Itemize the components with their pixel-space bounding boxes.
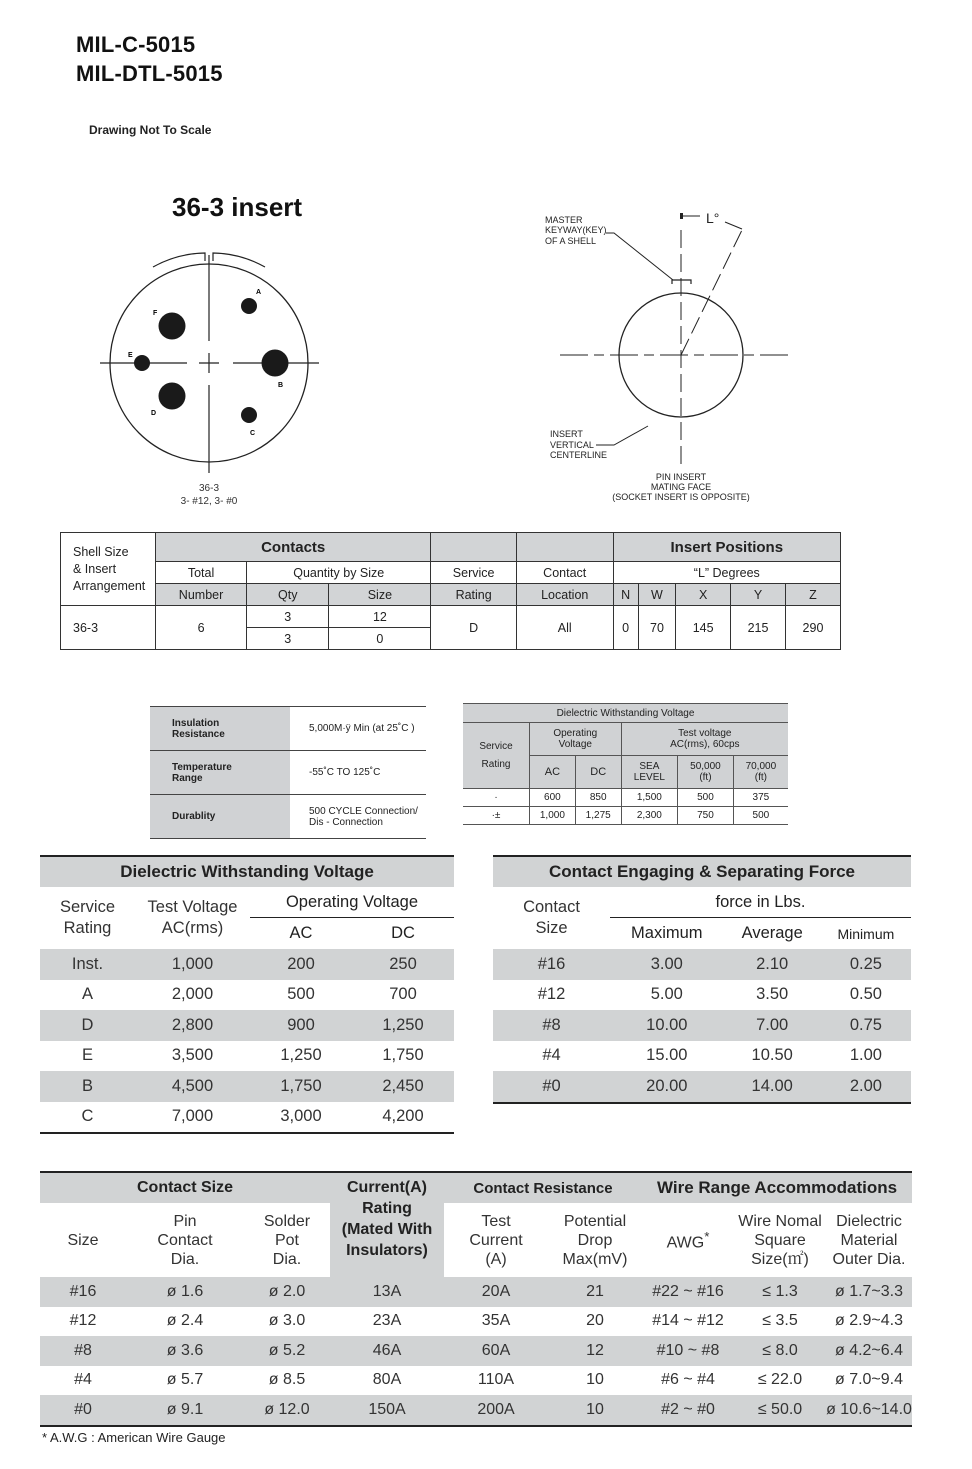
page-title-line2: MIL-DTL-5015 bbox=[76, 61, 223, 86]
table-row: A 2,000 500 700 bbox=[81, 985, 417, 1004]
svg-text:B: B bbox=[278, 382, 284, 389]
svg-text:OF A SHELL: OF A SHELL bbox=[545, 236, 597, 246]
table-row: #0 ø 9.1 ø 12.0 150A 200A 10 #2 ~ #0 ≤ 50.0 ø 10.6~14.0 bbox=[40, 1395, 912, 1426]
table-row: #4 ø 5.7 ø 8.5 80A 110A 10 #6 ~ #4 ≤ 22.0 ø 7.0~9.4 bbox=[74, 1371, 904, 1389]
table-row: B 4,500 1,750 2,450 bbox=[40, 1071, 454, 1102]
svg-text:C: C bbox=[250, 430, 256, 437]
table-row: #16 3.00 2.10 0.25 bbox=[493, 949, 911, 980]
table-row: C 7,000 3,000 4,200 bbox=[81, 1107, 424, 1126]
table-row: · 600 850 1,500 500 375 bbox=[463, 789, 788, 807]
orientation-drawing bbox=[540, 200, 810, 510]
svg-text:VERTICAL: VERTICAL bbox=[550, 440, 594, 450]
contact-c bbox=[241, 407, 257, 423]
dielectric-table: Dielectric Withstanding Voltage Service Rating Test Voltage AC(rms) Operating Voltage AC DC Inst. 1,000 200 250 A 2,000 500 700 D 2,800 900 1,250 E 3,500 1,250 1,750 B 4,500 1,750 2,450 C 7,000 3,000 4,200 bbox=[40, 855, 454, 1134]
drawing-note: Drawing Not To Scale bbox=[89, 123, 212, 137]
table-row: Temperature Range -55˚C TO 125˚C bbox=[150, 751, 426, 795]
contact-size-table: Contact Size Current(A) Rating (Mated With Insulators) Contact Resistance Wire Range Accommodations Size Pin Contact Dia. Solder Pot Dia. Test Current (A) Potential Drop Max(mV) AWG* Wire Nomal Square Size(㎡) Dielectric Material Outer Dia. #16 ø 1.6 ø 2.0 13A 20A 21 #22 ~ #16 ≤ 1.3 ø 1.7~3.3 #12 ø 2.4 ø 3.0 23A 35A 20 #14 ~ #12 ≤ 3.5 ø 2.9~4.3 #8 ø 3.6 ø 5.2 46A 60A 12 #10 ~ #8 ≤ 8.0 ø 4.2~6.4 #4 ø 5.7 ø 8.5 80A 110A 10 #6 ~ #4 ≤ 22.0 ø 7.0~9.4 #0 ø 9.1 ø 12.0 150A 200A 10 #2 ~ #0 ≤ 50.0 ø 10.6~14.0 bbox=[40, 1171, 912, 1427]
force-table: Contact Engaging & Separating Force Contact Size force in Lbs. Maximum Average Minimum #16 3.00 2.10 0.25 #12 5.00 3.50 0.50 #8 10.00 7.00 0.75 #4 15.00 10.50 1.00 #0 20.00 14.00 2.00 bbox=[493, 855, 911, 1104]
table-row: #12 ø 2.4 ø 3.0 23A 35A 20 #14 ~ #12 ≤ 3.5 ø 2.9~4.3 bbox=[69, 1312, 904, 1330]
table-row: #4 15.00 10.50 1.00 bbox=[542, 1046, 882, 1065]
svg-text:KEYWAY(KEY): KEYWAY(KEY) bbox=[545, 225, 607, 235]
table-row: Inst. 1,000 200 250 bbox=[40, 949, 454, 980]
svg-text:A: A bbox=[256, 289, 262, 296]
table-row: D 2,800 900 1,250 bbox=[40, 1010, 454, 1041]
insert-positions-header: Insert Positions bbox=[613, 533, 840, 562]
svg-text:INSERT: INSERT bbox=[550, 429, 583, 439]
contact-f bbox=[159, 313, 186, 340]
contact-b bbox=[262, 350, 289, 377]
small-dielectric-table: Dielectric Withstanding Voltage Service Rating Operating Voltage Test voltage AC(rms), 60cps AC DC SEA LEVEL 50,000 (ft) 70,000 (ft) · 600 850 1,500 500 375 ·± 1,000 1,275 2,300 750 500 bbox=[463, 703, 788, 825]
arrangement-table: Shell Size & Insert Arrangement Contacts Insert Positions Total Quantity by Size Service Contact “L” Degrees Number Qty Size Rating Location N W X Y Z 36-3 6 3 12 D All 0 70 145 215 290 3 0 bbox=[60, 532, 841, 650]
insert-face-drawing bbox=[95, 245, 335, 515]
contact-d bbox=[159, 383, 186, 410]
table-row: #8 10.00 7.00 0.75 bbox=[493, 1010, 911, 1041]
table-row: E 3,500 1,250 1,750 bbox=[81, 1046, 424, 1065]
svg-text:L°: L° bbox=[706, 210, 720, 226]
svg-text:CENTERLINE: CENTERLINE bbox=[550, 450, 608, 460]
table-row: #0 20.00 14.00 2.00 bbox=[493, 1071, 911, 1103]
table-row: ·± 1,000 1,275 2,300 750 500 bbox=[463, 807, 788, 825]
table-row: #8 ø 3.6 ø 5.2 46A 60A 12 #10 ~ #8 ≤ 8.0 ø 4.2~6.4 bbox=[40, 1336, 912, 1366]
svg-text:F: F bbox=[153, 310, 158, 317]
table-row: #16 ø 1.6 ø 2.0 13A 20A 21 #22 ~ #16 ≤ 1.3 ø 1.7~3.3 bbox=[40, 1277, 912, 1307]
svg-text:(SOCKET INSERT IS OPPOSITE): (SOCKET INSERT IS OPPOSITE) bbox=[612, 492, 750, 502]
svg-text:E: E bbox=[128, 352, 133, 359]
contact-a bbox=[241, 298, 257, 314]
svg-text:MATING FACE: MATING FACE bbox=[650, 482, 712, 492]
shell-size-header: Shell Size & Insert Arrangement bbox=[61, 533, 156, 606]
table-row: Durablity 500 CYCLE Connection/ Dis - Connection bbox=[150, 795, 426, 839]
svg-text:3- #12, 3- #0: 3- #12, 3- #0 bbox=[180, 496, 238, 507]
page-title-line1: MIL-C-5015 bbox=[76, 32, 196, 57]
table-row: 36-3 6 3 12 D All 0 70 145 215 290 bbox=[61, 606, 841, 628]
table-row: #12 5.00 3.50 0.50 bbox=[537, 985, 882, 1004]
svg-text:36-3: 36-3 bbox=[198, 483, 220, 494]
spec-table bbox=[150, 706, 426, 839]
table-row: Insulation Resistance 5,000M·ÿ Min (at 25˚C ) bbox=[150, 707, 426, 751]
svg-text:D: D bbox=[151, 410, 157, 417]
svg-text:MASTER: MASTER bbox=[545, 215, 583, 225]
contacts-header: Contacts bbox=[156, 533, 431, 562]
contact-e bbox=[134, 355, 150, 371]
insert-title: 36-3 insert bbox=[172, 192, 303, 222]
awg-footnote: * A.W.G : American Wire Gauge bbox=[42, 1430, 226, 1445]
svg-text:PIN INSERT: PIN INSERT bbox=[655, 472, 707, 482]
